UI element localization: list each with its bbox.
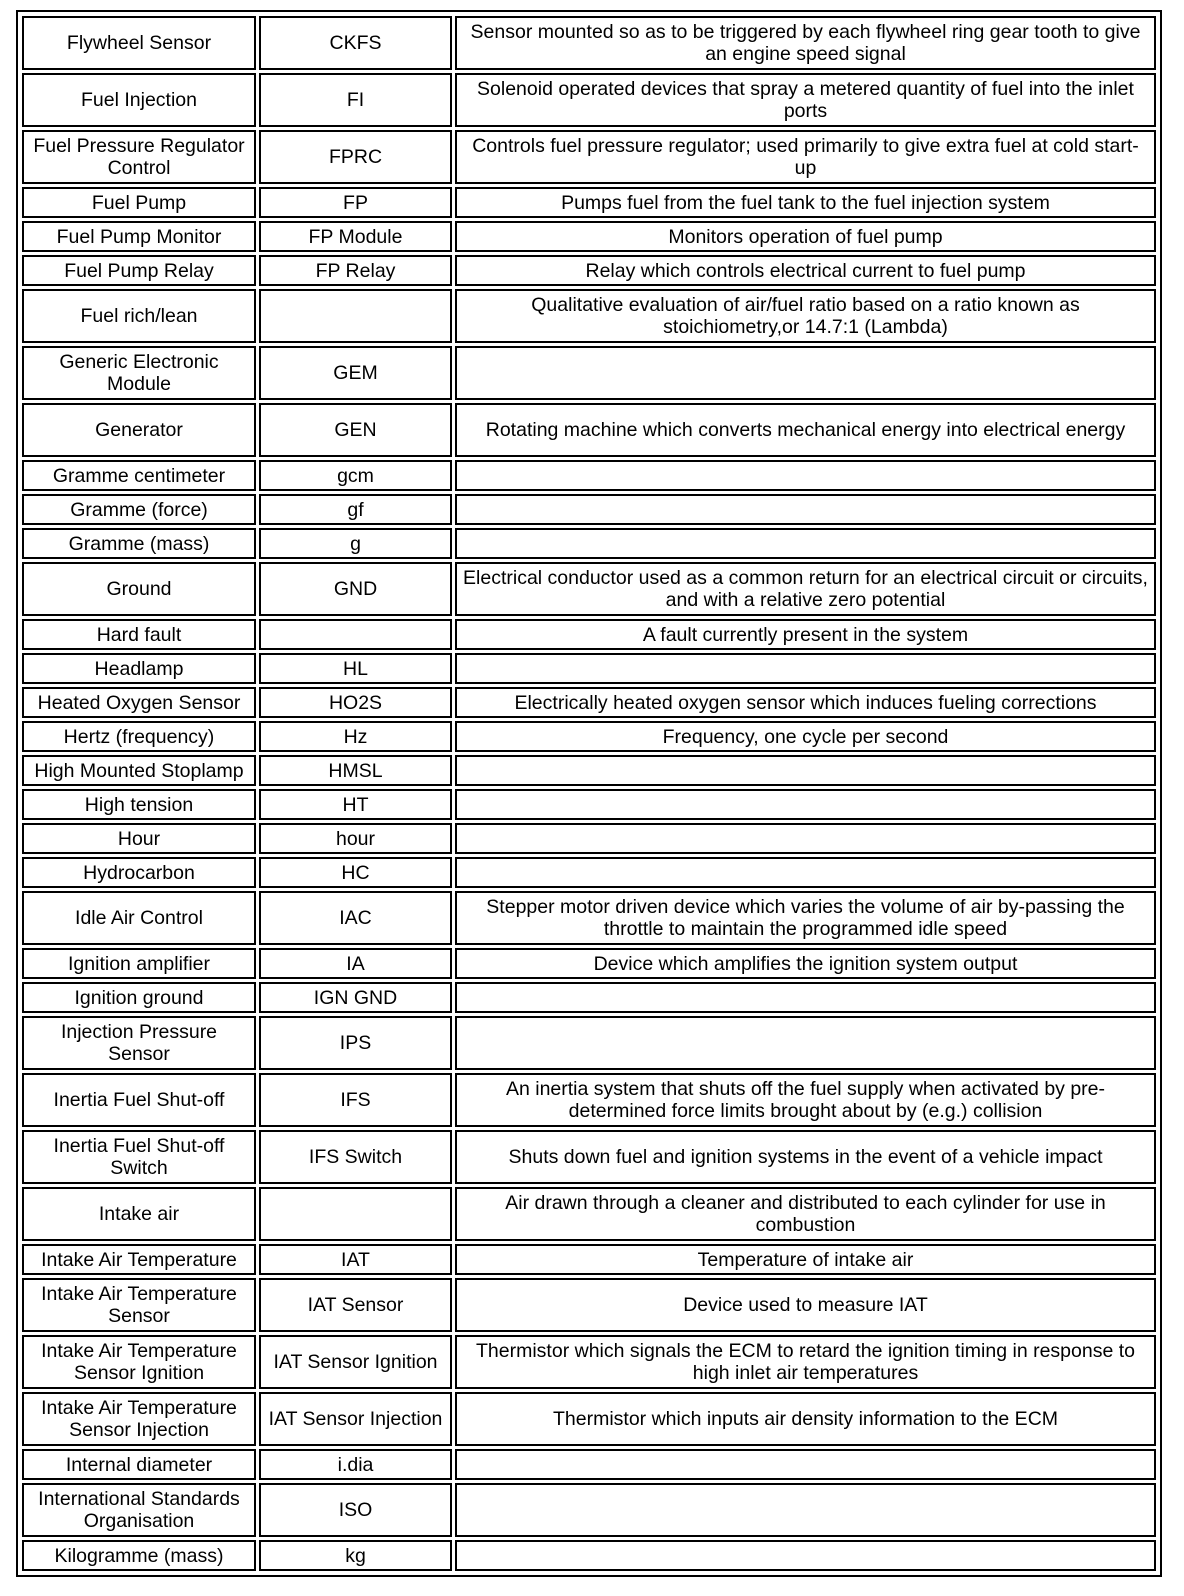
table-row (22, 1244, 1156, 1275)
description-cell: A fault currently present in the system (455, 619, 1156, 650)
table-row (22, 755, 1156, 786)
term-cell: Inertia Fuel Shut-off (22, 1073, 256, 1127)
description-cell (455, 494, 1156, 525)
abbreviation-cell: FP Relay (259, 255, 452, 286)
term-cell: Flywheel Sensor (22, 16, 256, 70)
term-cell: Ignition ground (22, 982, 256, 1013)
description-cell (455, 1483, 1156, 1537)
table-row (22, 1130, 1156, 1184)
term-cell: Kilogramme (mass) (22, 1540, 256, 1571)
abbreviation-cell: FI (259, 73, 452, 127)
description-cell: An inertia system that shuts off the fuel supply when activated by pre-determined force limits brought about by (e.g.) collision (455, 1073, 1156, 1127)
description-cell (455, 1449, 1156, 1480)
description-cell: Sensor mounted so as to be triggered by each flywheel ring gear tooth to give an engine speed signal (455, 16, 1156, 70)
description-cell: Pumps fuel from the fuel tank to the fuel injection system (455, 187, 1156, 218)
description-cell (455, 982, 1156, 1013)
description-cell: Thermistor which signals the ECM to retard the ignition timing in response to high inlet air temperatures (455, 1335, 1156, 1389)
term-cell: International Standards Organisation (22, 1483, 256, 1537)
term-cell: Fuel Pump Monitor (22, 221, 256, 252)
description-cell (455, 460, 1156, 491)
abbreviation-cell (259, 289, 452, 343)
abbreviation-cell: ISO (259, 1483, 452, 1537)
table-row (22, 187, 1156, 218)
description-cell: Monitors operation of fuel pump (455, 221, 1156, 252)
description-cell (455, 789, 1156, 820)
glossary-table-frame (16, 10, 1162, 1577)
description-cell: Electrically heated oxygen sensor which induces fueling corrections (455, 687, 1156, 718)
table-row (22, 1073, 1156, 1127)
abbreviation-cell: IPS (259, 1016, 452, 1070)
table-row (22, 346, 1156, 400)
description-cell: Air drawn through a cleaner and distributed to each cylinder for use in combustion (455, 1187, 1156, 1241)
term-cell: Gramme centimeter (22, 460, 256, 491)
table-row (22, 891, 1156, 945)
term-cell: Fuel Injection (22, 73, 256, 127)
table-row (22, 1392, 1156, 1446)
term-cell: Internal diameter (22, 1449, 256, 1480)
table-row (22, 1016, 1156, 1070)
table-row (22, 687, 1156, 718)
description-cell (455, 1540, 1156, 1571)
abbreviation-cell: hour (259, 823, 452, 854)
term-cell: Headlamp (22, 653, 256, 684)
abbreviation-cell: FP (259, 187, 452, 218)
abbreviation-cell: CKFS (259, 16, 452, 70)
table-row (22, 1278, 1156, 1332)
abbreviation-cell: i.dia (259, 1449, 452, 1480)
description-cell (455, 528, 1156, 559)
abbreviation-cell: IA (259, 948, 452, 979)
table-row (22, 289, 1156, 343)
abbreviation-cell: IAT Sensor Injection (259, 1392, 452, 1446)
description-cell: Thermistor which inputs air density information to the ECM (455, 1392, 1156, 1446)
term-cell: Fuel Pump Relay (22, 255, 256, 286)
term-cell: Ground (22, 562, 256, 616)
table-row (22, 653, 1156, 684)
abbreviation-cell: IAT Sensor (259, 1278, 452, 1332)
abbreviation-cell: IGN GND (259, 982, 452, 1013)
term-cell: Intake Air Temperature Sensor Ignition (22, 1335, 256, 1389)
description-cell (455, 1016, 1156, 1070)
table-row (22, 1449, 1156, 1480)
description-cell: Controls fuel pressure regulator; used primarily to give extra fuel at cold start-up (455, 130, 1156, 184)
description-cell: Frequency, one cycle per second (455, 721, 1156, 752)
table-row (22, 255, 1156, 286)
term-cell: Fuel Pressure Regulator Control (22, 130, 256, 184)
abbreviation-cell: gf (259, 494, 452, 525)
table-row (22, 1483, 1156, 1537)
abbreviation-cell: GND (259, 562, 452, 616)
table-row (22, 982, 1156, 1013)
table-row (22, 562, 1156, 616)
term-cell: Hydrocarbon (22, 857, 256, 888)
glossary-table (19, 13, 1159, 1574)
term-cell: High Mounted Stoplamp (22, 755, 256, 786)
description-cell: Shuts down fuel and ignition systems in the event of a vehicle impact (455, 1130, 1156, 1184)
description-cell: Electrical conductor used as a common return for an electrical circuit or circuits, and with a relative zero potential (455, 562, 1156, 616)
table-row (22, 857, 1156, 888)
abbreviation-cell: gcm (259, 460, 452, 491)
abbreviation-cell: HC (259, 857, 452, 888)
abbreviation-cell (259, 1187, 452, 1241)
abbreviation-cell (259, 619, 452, 650)
term-cell: Gramme (mass) (22, 528, 256, 559)
term-cell: Hard fault (22, 619, 256, 650)
term-cell: Intake Air Temperature (22, 1244, 256, 1275)
term-cell: Intake Air Temperature Sensor (22, 1278, 256, 1332)
abbreviation-cell: HL (259, 653, 452, 684)
term-cell: Idle Air Control (22, 891, 256, 945)
table-row (22, 494, 1156, 525)
term-cell: Injection Pressure Sensor (22, 1016, 256, 1070)
table-row (22, 221, 1156, 252)
glossary-table-body (22, 16, 1156, 1571)
description-cell: Solenoid operated devices that spray a metered quantity of fuel into the inlet ports (455, 73, 1156, 127)
description-cell: Device used to measure IAT (455, 1278, 1156, 1332)
table-row (22, 948, 1156, 979)
table-row (22, 1540, 1156, 1571)
table-row (22, 73, 1156, 127)
table-row (22, 16, 1156, 70)
abbreviation-cell: HO2S (259, 687, 452, 718)
table-row (22, 823, 1156, 854)
description-cell (455, 653, 1156, 684)
description-cell: Relay which controls electrical current to fuel pump (455, 255, 1156, 286)
abbreviation-cell: HT (259, 789, 452, 820)
table-row (22, 403, 1156, 457)
abbreviation-cell: Hz (259, 721, 452, 752)
description-cell: Stepper motor driven device which varies the volume of air by-passing the throttle to maintain the programmed idle speed (455, 891, 1156, 945)
table-row (22, 130, 1156, 184)
table-row (22, 528, 1156, 559)
term-cell: Inertia Fuel Shut-off Switch (22, 1130, 256, 1184)
abbreviation-cell: FP Module (259, 221, 452, 252)
description-cell: Temperature of intake air (455, 1244, 1156, 1275)
abbreviation-cell: g (259, 528, 452, 559)
abbreviation-cell: kg (259, 1540, 452, 1571)
abbreviation-cell: IAC (259, 891, 452, 945)
description-cell: Qualitative evaluation of air/fuel ratio based on a ratio known as stoichiometry,or 14.7:1 (Lambda) (455, 289, 1156, 343)
table-row (22, 1335, 1156, 1389)
term-cell: Intake air (22, 1187, 256, 1241)
description-cell: Rotating machine which converts mechanical energy into electrical energy (455, 403, 1156, 457)
term-cell: Generator (22, 403, 256, 457)
term-cell: Gramme (force) (22, 494, 256, 525)
term-cell: Hertz (frequency) (22, 721, 256, 752)
table-row (22, 619, 1156, 650)
abbreviation-cell: FPRC (259, 130, 452, 184)
abbreviation-cell: IAT Sensor Ignition (259, 1335, 452, 1389)
abbreviation-cell: IFS (259, 1073, 452, 1127)
description-cell (455, 755, 1156, 786)
term-cell: Intake Air Temperature Sensor Injection (22, 1392, 256, 1446)
term-cell: Hour (22, 823, 256, 854)
description-cell: Device which amplifies the ignition system output (455, 948, 1156, 979)
term-cell: High tension (22, 789, 256, 820)
abbreviation-cell: IAT (259, 1244, 452, 1275)
term-cell: Fuel Pump (22, 187, 256, 218)
abbreviation-cell: GEN (259, 403, 452, 457)
description-cell (455, 823, 1156, 854)
term-cell: Heated Oxygen Sensor (22, 687, 256, 718)
term-cell: Generic Electronic Module (22, 346, 256, 400)
abbreviation-cell: GEM (259, 346, 452, 400)
abbreviation-cell: HMSL (259, 755, 452, 786)
description-cell (455, 346, 1156, 400)
table-row (22, 460, 1156, 491)
term-cell: Fuel rich/lean (22, 289, 256, 343)
table-row (22, 789, 1156, 820)
table-row (22, 1187, 1156, 1241)
table-row (22, 721, 1156, 752)
term-cell: Ignition amplifier (22, 948, 256, 979)
description-cell (455, 857, 1156, 888)
abbreviation-cell: IFS Switch (259, 1130, 452, 1184)
